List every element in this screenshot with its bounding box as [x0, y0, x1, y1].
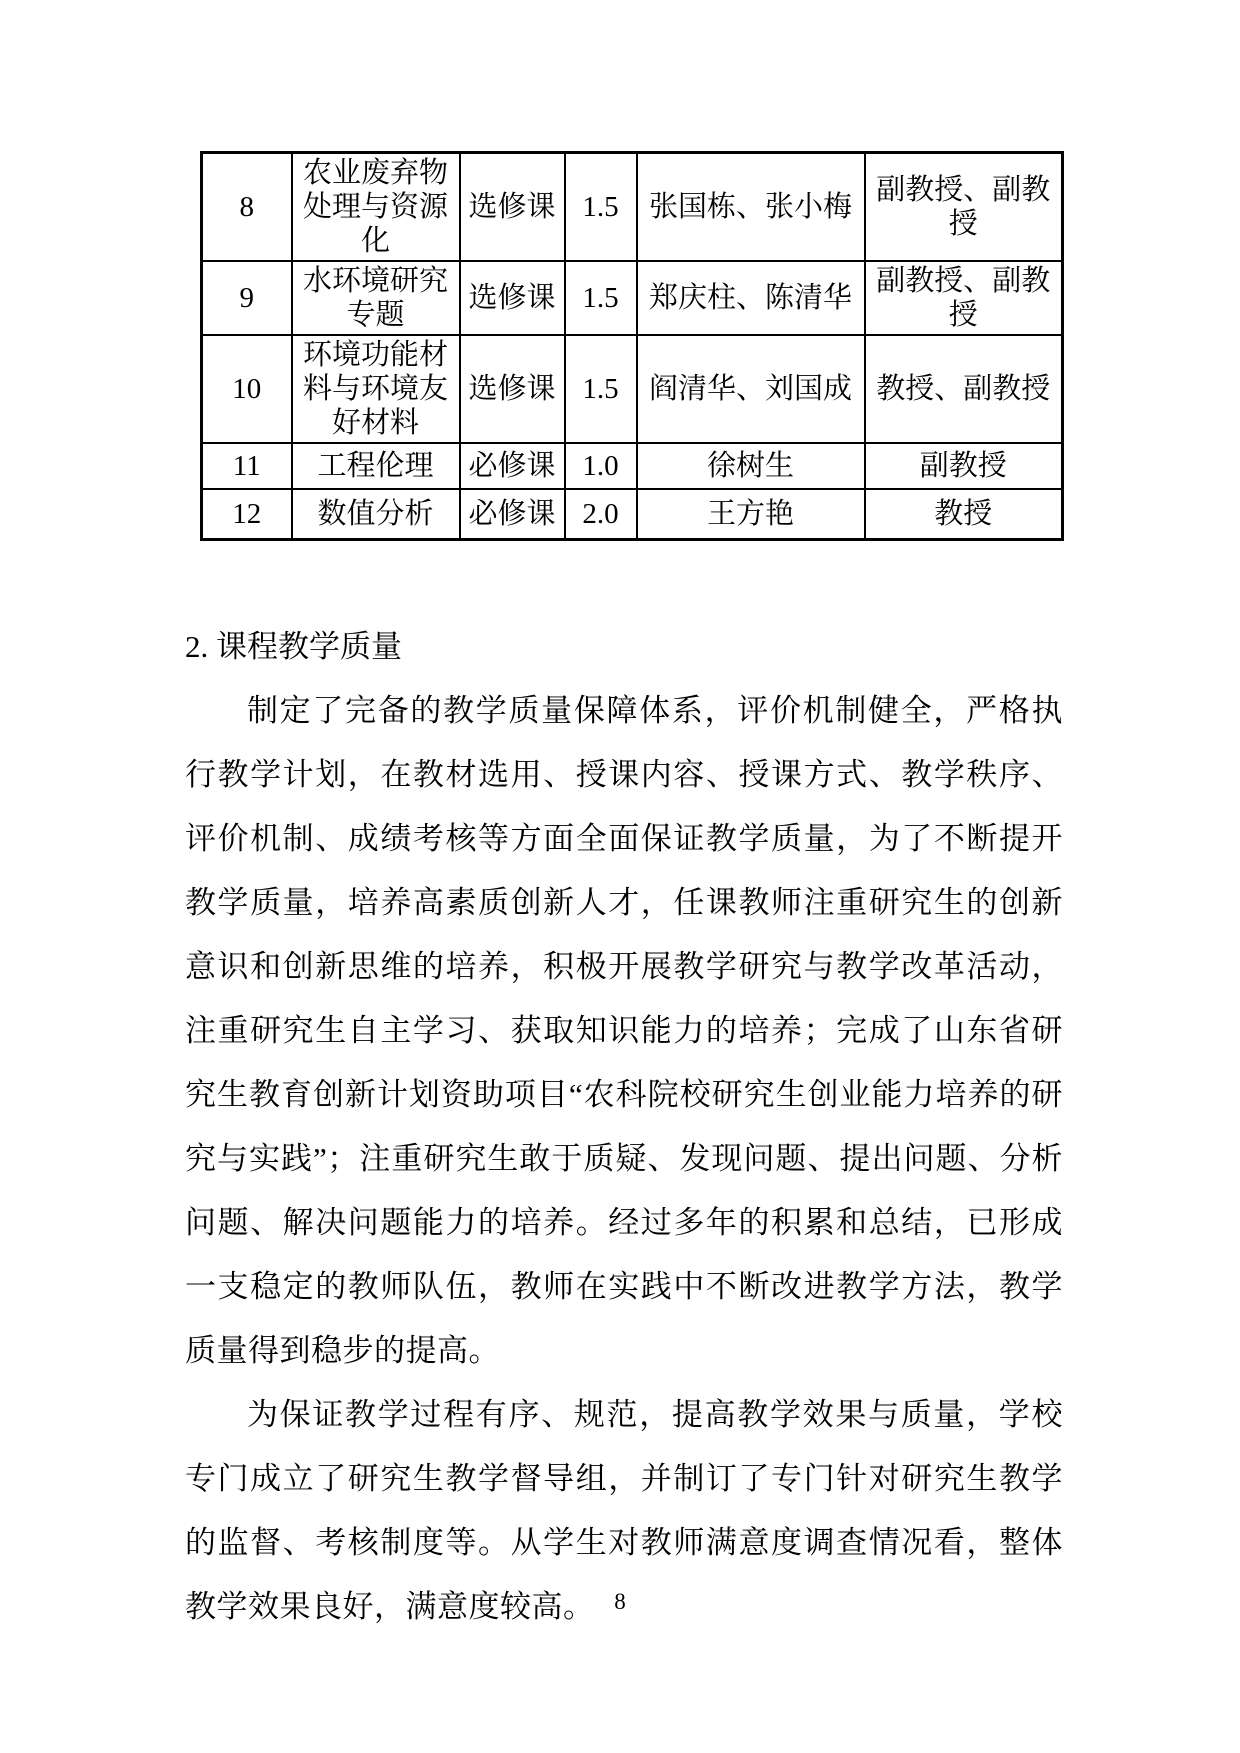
course-teachers-cell: 张国栋、张小梅 [637, 153, 865, 262]
course-type-cell: 必修课 [460, 489, 565, 539]
table-row [202, 443, 1063, 489]
page-content [185, 0, 1063, 1639]
body-paragraph: 为保证教学过程有序、规范，提高教学效果与质量，学校专门成立了研究生教学督导组，并制订了专门针对研究生教学的监督、考核制度等。从学生对教师满意度调查情况看，整体教学效果良好，满意度较高。 [185, 1396, 1063, 1624]
course-type-cell: 选修课 [460, 261, 565, 335]
course-teachers-cell: 阎清华、刘国成 [637, 335, 865, 443]
course-titles-cell: 教授 [865, 489, 1063, 539]
section-heading: 2. 课程教学质量 [185, 628, 402, 664]
course-name-cell: 农业废弃物处理与资源化 [292, 153, 460, 262]
table-row [202, 261, 1063, 335]
course-type-cell: 选修课 [460, 335, 565, 443]
course-type-cell: 选修课 [460, 153, 565, 262]
course-titles-cell: 教授、副教授 [865, 335, 1063, 443]
course-titles-cell: 副教授、副教授 [865, 261, 1063, 335]
course-teachers-cell: 郑庆柱、陈清华 [637, 261, 865, 335]
course-credit-cell: 1.5 [565, 335, 637, 443]
course-credit-cell: 2.0 [565, 489, 637, 539]
course-type-cell: 必修课 [460, 443, 565, 489]
course-credit-cell: 1.0 [565, 443, 637, 489]
table-row [202, 489, 1063, 539]
course-name-cell: 水环境研究专题 [292, 261, 460, 335]
course-credit-cell: 1.5 [565, 261, 637, 335]
table-row [202, 335, 1063, 443]
page-number: 8 [614, 1589, 626, 1614]
course-teachers-cell: 徐树生 [637, 443, 865, 489]
course-no-cell: 11 [202, 443, 292, 489]
course-name-cell: 环境功能材料与环境友好材料 [292, 335, 460, 443]
table-row [202, 153, 1063, 262]
course-credit-cell: 1.5 [565, 153, 637, 262]
course-teachers-cell: 王方艳 [637, 489, 865, 539]
course-no-cell: 8 [202, 153, 292, 262]
course-no-cell: 9 [202, 261, 292, 335]
course-no-cell: 10 [202, 335, 292, 443]
body-paragraph: 制定了完备的教学质量保障体系，评价机制健全，严格执行教学计划，在教材选用、授课内容、授课方式、教学秩序、评价机制、成绩考核等方面全面保证教学质量，为了不断提开教学质量，培养高素质创新人才，任课教师注重研究生的创新意识和创新思维的培养，积极开展教学研究与教学改革活动，注重研究生自主学习、获取知识能力的培养；完成了山东省研究生教育创新计划资助项目“农科院校研究生创业能力培养的研究与实践”；注重研究生敢于质疑、发现问题、提出问题、分析问题、解决问题能力的培养。经过多年的积累和总结，已形成一支稳定的教师队伍，教师在实践中不断改进教学方法，教学质量得到稳步的提高。 [185, 692, 1063, 1368]
course-table [200, 151, 1064, 541]
course-name-cell: 数值分析 [292, 489, 460, 539]
course-titles-cell: 副教授、副教授 [865, 153, 1063, 262]
course-no-cell: 12 [202, 489, 292, 539]
course-table-body [202, 153, 1063, 540]
course-name-cell: 工程伦理 [292, 443, 460, 489]
course-titles-cell: 副教授 [865, 443, 1063, 489]
